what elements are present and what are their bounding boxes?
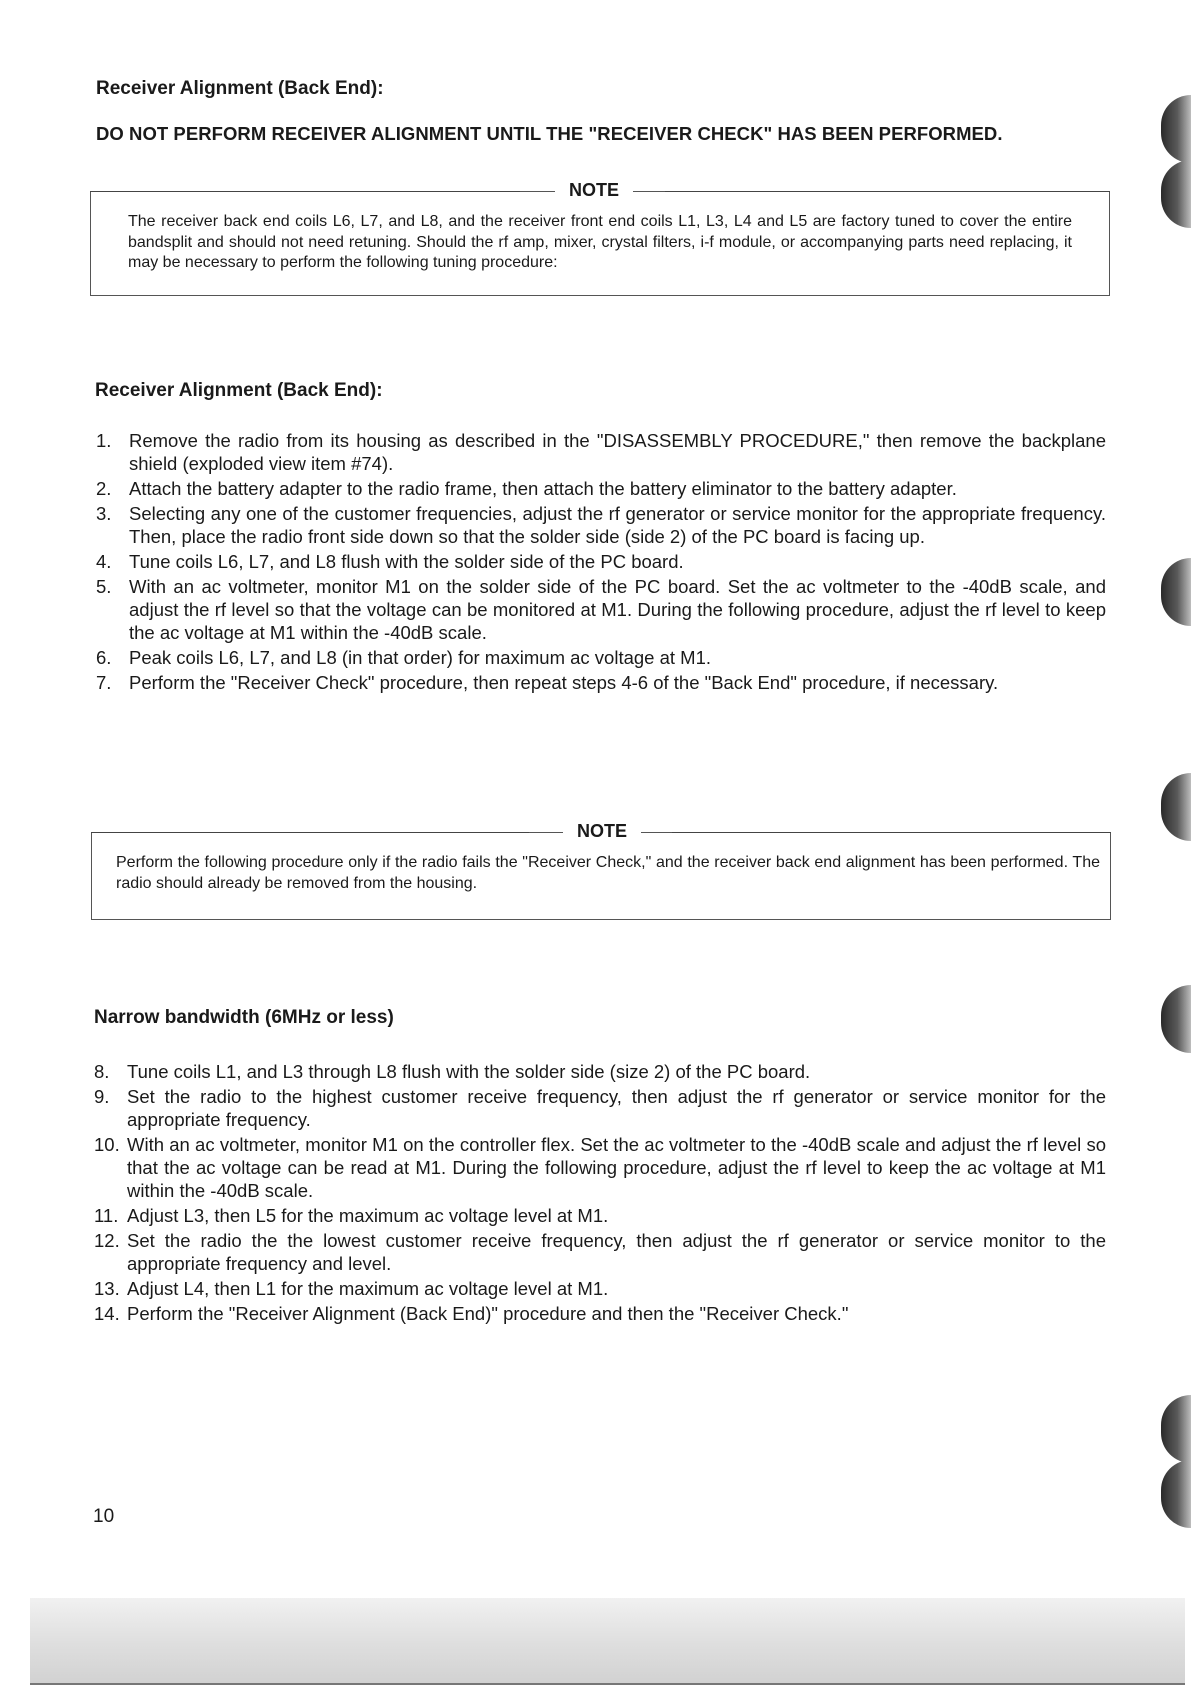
step-text: Peak coils L6, L7, and L8 (in that order) for maximum ac voltage at M1. (129, 647, 712, 668)
list-item (94, 1302, 1106, 1325)
note-text-2: Perform the following procedure only if the radio fails the "Receiver Check," and the receiver back end alignment has been performed. The radio should already be removed from the housing. (116, 854, 1100, 892)
step-number: 13. (94, 1278, 120, 1299)
step-text: With an ac voltmeter, monitor M1 on the controller flex. Set the ac voltmeter to the -40dB scale and adjust the rf level so that the ac voltage can be read at M1. During the following procedure, adjust the rf level to keep the ac voltage at M1 within the -40dB scale. (127, 1134, 1106, 1201)
step-number: 7. (96, 672, 112, 693)
list-item (96, 646, 1106, 669)
list-item (96, 429, 1106, 475)
step-text: Adjust L4, then L1 for the maximum ac voltage level at M1. (127, 1278, 609, 1299)
list-item (94, 1204, 1106, 1227)
step-number: 9. (94, 1086, 110, 1107)
step-text: Adjust L3, then L5 for the maximum ac voltage level at M1. (127, 1205, 609, 1226)
list-item (94, 1277, 1106, 1300)
step-number: 6. (96, 647, 112, 668)
section-heading-back-end: Receiver Alignment (Back End): (96, 78, 384, 99)
punch-hole (1161, 985, 1191, 1053)
section-heading-narrow-bandwidth: Narrow bandwidth (6MHz or less) (94, 1007, 394, 1028)
punch-hole (1161, 95, 1191, 163)
list-item (96, 477, 1106, 500)
scan-edge-shadow (30, 1598, 1185, 1685)
list-item (94, 1229, 1106, 1275)
step-text: Perform the "Receiver Check" procedure, then repeat steps 4-6 of the "Back End" procedure, if necessary. (129, 672, 999, 693)
step-text: Tune coils L1, and L3 through L8 flush with the solder side (size 2) of the PC board. (127, 1061, 811, 1082)
step-text: Set the radio the the lowest customer receive frequency, then adjust the rf generator or service monitor to the appropriate frequency and level. (127, 1230, 1106, 1274)
step-text: Tune coils L6, L7, and L8 flush with the solder side of the PC board. (129, 551, 684, 572)
step-number: 14. (94, 1303, 120, 1324)
step-number: 8. (94, 1061, 110, 1082)
list-item (96, 502, 1106, 548)
list-item (94, 1060, 1106, 1083)
step-text: Set the radio to the highest customer receive frequency, then adjust the rf generator or service monitor for the appropriate frequency. (127, 1086, 1106, 1130)
warning-text: DO NOT PERFORM RECEIVER ALIGNMENT UNTIL THE "RECEIVER CHECK" HAS BEEN PERFORMED. (96, 123, 1003, 144)
step-number: 3. (96, 503, 112, 524)
punch-hole (1161, 1460, 1191, 1528)
note-rule-right (665, 191, 1110, 192)
step-text: Selecting any one of the customer frequencies, adjust the rf generator or service monitor for the appropriate frequency. Then, place the radio front side down so that the solder side (side 2) of the PC board is facing up. (129, 503, 1106, 547)
back-end-steps (96, 429, 1106, 696)
step-text: Attach the battery adapter to the radio frame, then attach the battery eliminator to the battery adapter. (129, 478, 957, 499)
list-item (94, 1085, 1106, 1131)
note-rule-left (90, 191, 520, 192)
step-number: 11. (94, 1205, 119, 1226)
list-item (94, 1133, 1106, 1202)
note-text-1: The receiver back end coils L6, L7, and L8, and the receiver front end coils L1, L3, L4 and L5 are factory tuned to cover the entire bandsplit and should not need retuning. Should the rf amp, mixer, crystal filters, i-f module, or accompanying parts need replacing, it may be necessary to perform the following tuning procedure: (128, 213, 1072, 271)
step-number: 5. (96, 576, 112, 597)
list-item (96, 671, 1106, 694)
list-item (96, 550, 1106, 573)
step-number: 2. (96, 478, 112, 499)
section-heading-back-end-2: Receiver Alignment (Back End): (95, 380, 383, 401)
step-number: 10. (94, 1134, 120, 1155)
step-text: Perform the "Receiver Alignment (Back End)" procedure and then the "Receiver Check." (127, 1303, 849, 1324)
step-number: 12. (94, 1230, 120, 1251)
step-number: 4. (96, 551, 112, 572)
punch-hole (1161, 558, 1191, 626)
step-text: With an ac voltmeter, monitor M1 on the solder side of the PC board. Set the ac voltmeter to the -40dB scale, and adjust the rf level so that the voltage can be monitored at M1. During the following procedure, adjust the rf level to keep the ac voltage at M1 within the -40dB scale. (129, 576, 1106, 643)
page-number: 10 (93, 1506, 115, 1527)
list-item (96, 575, 1106, 644)
punch-hole (1161, 160, 1191, 228)
step-text: Remove the radio from its housing as described in the "DISASSEMBLY PROCEDURE," then remove the backplane shield (exploded view item #74). (129, 430, 1106, 474)
note-label-2: NOTE (563, 821, 641, 842)
narrow-bandwidth-steps (94, 1060, 1106, 1327)
step-number: 1. (96, 430, 112, 451)
punch-hole (1161, 773, 1191, 841)
punch-hole (1161, 1395, 1191, 1463)
note-label-1: NOTE (555, 180, 633, 201)
note-rule-left (91, 832, 529, 833)
note-rule-right (672, 832, 1111, 833)
